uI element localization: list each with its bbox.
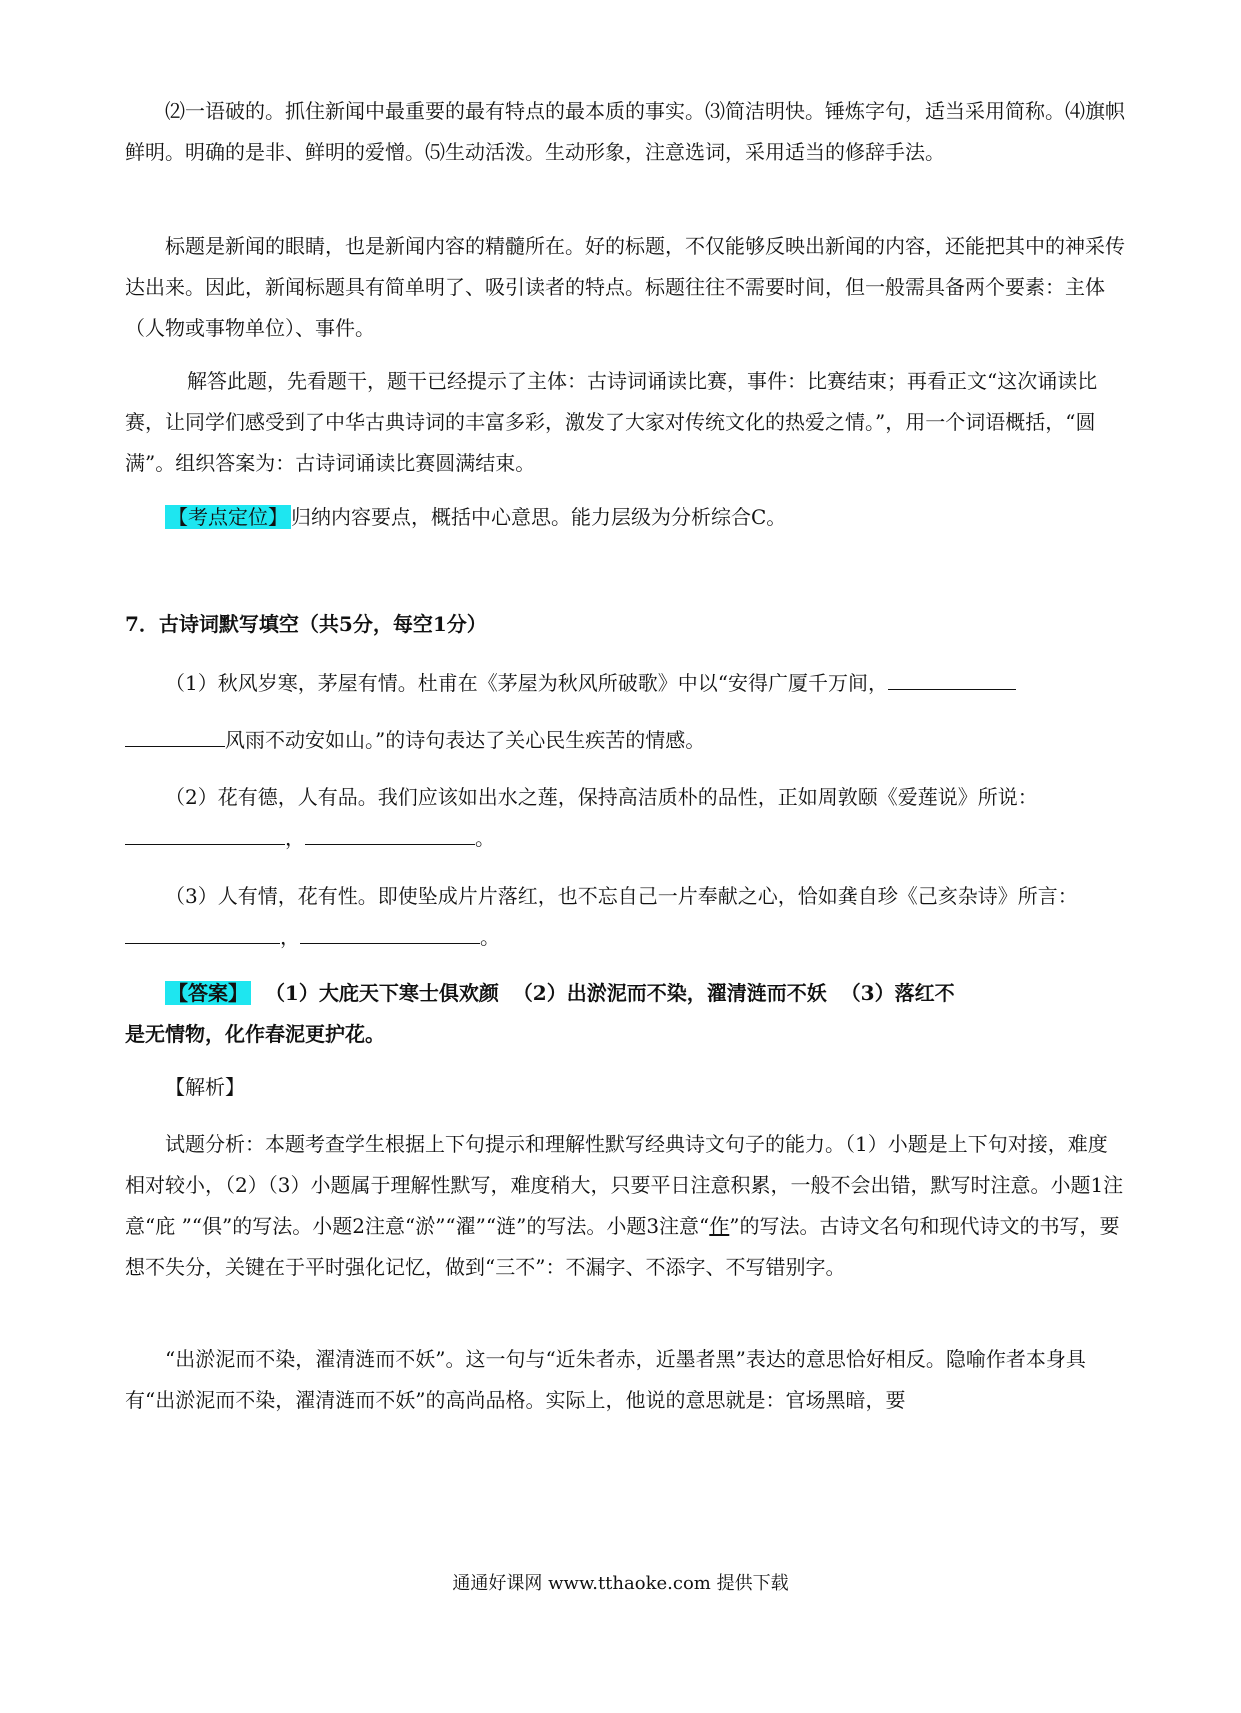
question-7-item-1-line-1 bbox=[125, 663, 1125, 704]
page-footer: 通通好课网 www.tthaoke.com 提供下载 bbox=[452, 1573, 789, 1594]
period: 。 bbox=[480, 925, 500, 949]
answer-3: （3）落红不 bbox=[840, 981, 955, 1005]
analysis-tag: 【解析】 bbox=[165, 1075, 245, 1099]
question-7-item-3 bbox=[125, 876, 1125, 958]
answer-tag: 【答案】 bbox=[165, 981, 251, 1005]
answer-block bbox=[125, 973, 1125, 1055]
question-7-item-3-text: （3）人有情，花有性。即使坠成片片落红，也不忘自己一片奉献之心，恰如龚自珍《己亥杂诗》所言： bbox=[165, 884, 1078, 908]
analysis-body bbox=[125, 1124, 1125, 1288]
answer-blank-1 bbox=[888, 667, 1016, 690]
analysis-text-2: ”的写法。古诗文名句和现代诗文的书写，要想不失分，关键在于平时强化记忆，做到“三不”：不漏字、不添字、不写错别字。 bbox=[125, 1214, 1120, 1279]
analysis-paragraph-2: “出淤泥而不染，濯清涟而不妖”。这一句与“近朱者赤，近墨者黑”表达的意思恰好相反。隐喻作者本身具有“出淤泥而不染，濯清涟而不妖”的高尚品格。实际上，他说的意思就是：官场黑暗，要 bbox=[125, 1347, 1086, 1412]
question-7-item-2 bbox=[125, 777, 1125, 859]
answer-2: （2）出淤泥而不染，濯清涟而不妖 bbox=[512, 981, 827, 1005]
kaodian-tag: 【考点定位】 bbox=[165, 505, 291, 529]
question-7-heading: 7．古诗词默写填空（共5分，每空1分） bbox=[125, 612, 487, 636]
comma: ， bbox=[285, 826, 305, 850]
paragraph-headline-explain: 标题是新闻的眼睛，也是新闻内容的精髓所在。好的标题，不仅能够反映出新闻的内容，还能把其中的神采传达出来。因此，新闻标题具有简单明了、吸引读者的特点。标题往往不需要时间，但一般需具备两个要素：主体（人物或事物单位）、事件。 bbox=[125, 234, 1125, 340]
kaodian-line bbox=[125, 497, 1125, 538]
question-7-item-1-text: （1）秋风岁寒，茅屋有情。杜甫在《茅屋为秋风所破歌》中以“安得广厦千万间， bbox=[165, 671, 888, 695]
answer-blank-4 bbox=[125, 921, 280, 944]
answer-blank-5 bbox=[300, 921, 480, 944]
kaodian-text: 归纳内容要点，概括中心意思。能力层级为分析综合C。 bbox=[291, 505, 787, 529]
paragraph-headline-rules: ⑵一语破的。抓住新闻中最重要的最有特点的最本质的事实。⑶简洁明快。锤炼字句，适当采用简称。⑷旗帜鲜明。明确的是非、鲜明的爱憎。⑸生动活泼。生动形象，注意选词，采用适当的修辞手法。 bbox=[125, 99, 1125, 164]
period: 。 bbox=[475, 826, 495, 850]
question-7-item-2-text: （2）花有德，人有品。我们应该如出水之莲，保持高洁质朴的品性，正如周敦颐《爱莲说》所说： bbox=[165, 785, 1038, 809]
analysis-text-1: 试题分析：本题考查学生根据上下句提示和理解性默写经典诗文句子的能力。（1）小题是上下句对接，难度相对较小，（2）（3）小题属于理解性默写，难度稍大，只要平日注意积累，一般不会出错，默写时注意。小题1注意“庇 ”“俱”的写法。小题2注意“淤”“濯”“涟”的写法。小题3注意“ bbox=[125, 1132, 1124, 1238]
answer-1: （1）大庇天下寒士俱欢颜 bbox=[264, 981, 499, 1005]
question-7-item-1-text-2: 风雨不动安如山。”的诗句表达了关心民生疾苦的情感。 bbox=[225, 728, 706, 752]
answer-blank-2 bbox=[125, 822, 285, 845]
comma: ， bbox=[280, 925, 300, 949]
analysis-underlined-char: 作 bbox=[709, 1214, 730, 1238]
question-7-item-1-line-2 bbox=[125, 720, 1125, 761]
paragraph-answer-explain: 解答此题，先看题干，题干已经提示了主体：古诗词诵读比赛，事件：比赛结束；再看正文“这次诵读比赛，让同学们感受到了中华古典诗词的丰富多彩，激发了大家对传统文化的热爱之情。”，用一个词语概括，“圆满”。组织答案为：古诗词诵读比赛圆满结束。 bbox=[125, 369, 1098, 475]
answer-blank-1-cont bbox=[125, 724, 225, 747]
answer-blank-3 bbox=[305, 822, 475, 845]
answer-3-cont: 是无情物，化作春泥更护花。 bbox=[125, 1022, 385, 1046]
